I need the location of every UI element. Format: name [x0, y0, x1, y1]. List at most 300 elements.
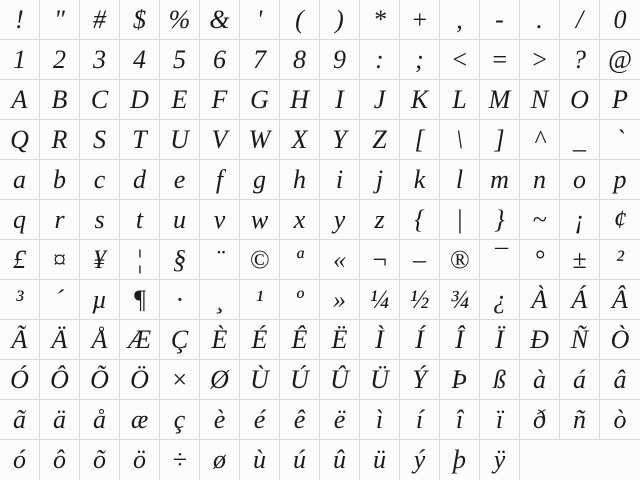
glyph: ô [53, 445, 66, 474]
char-cell[interactable] [520, 360, 560, 400]
glyph: 2 [53, 44, 66, 74]
char-cell[interactable] [520, 320, 560, 360]
char-cell[interactable] [80, 160, 120, 200]
char-cell[interactable] [480, 240, 520, 280]
char-cell[interactable] [240, 80, 280, 120]
char-cell[interactable] [160, 280, 200, 320]
char-cell[interactable] [0, 280, 40, 320]
char-cell[interactable] [560, 200, 600, 240]
glyph: ` [615, 124, 625, 154]
char-cell[interactable] [160, 80, 200, 120]
glyph: ° [534, 244, 545, 274]
glyph: v [213, 204, 226, 234]
glyph: i [335, 164, 344, 194]
char-cell[interactable] [240, 0, 280, 40]
glyph: Ô [50, 364, 69, 394]
glyph: A [11, 84, 28, 114]
char-cell[interactable] [320, 0, 360, 40]
char-cell[interactable] [240, 320, 280, 360]
char-cell[interactable] [320, 360, 360, 400]
char-cell[interactable] [280, 280, 320, 320]
char-cell[interactable] [240, 440, 280, 480]
glyph: ? [573, 44, 586, 74]
char-cell[interactable] [200, 40, 240, 80]
char-cell[interactable] [360, 160, 400, 200]
char-cell[interactable] [240, 280, 280, 320]
glyph: í [415, 404, 424, 434]
glyph: ½ [409, 284, 430, 314]
glyph: ë [333, 404, 346, 434]
char-cell[interactable] [280, 40, 320, 80]
glyph: G [250, 84, 269, 114]
glyph: ù [253, 445, 266, 474]
char-cell[interactable] [280, 0, 320, 40]
char-cell[interactable] [360, 0, 400, 40]
char-cell[interactable] [160, 0, 200, 40]
char-cell[interactable] [520, 40, 560, 80]
char-cell[interactable] [320, 40, 360, 80]
char-cell[interactable] [400, 160, 440, 200]
char-cell[interactable] [120, 80, 160, 120]
char-cell[interactable] [480, 40, 520, 80]
char-cell[interactable] [320, 160, 360, 200]
char-cell[interactable] [600, 0, 640, 40]
char-cell[interactable] [480, 400, 520, 440]
char-cell[interactable] [520, 200, 560, 240]
char-cell[interactable] [200, 240, 240, 280]
char-cell[interactable] [200, 160, 240, 200]
char-cell[interactable] [240, 200, 280, 240]
grid-row [0, 120, 640, 160]
char-cell[interactable] [200, 0, 240, 40]
char-cell[interactable] [80, 320, 120, 360]
char-cell[interactable] [600, 80, 640, 120]
glyph: ( [295, 4, 304, 34]
char-cell[interactable] [120, 280, 160, 320]
char-cell[interactable] [40, 160, 80, 200]
char-cell[interactable] [0, 360, 40, 400]
char-cell[interactable] [320, 320, 360, 360]
glyph: â [613, 364, 627, 394]
glyph: À [531, 284, 548, 314]
glyph: ¥ [93, 244, 106, 274]
char-cell[interactable] [360, 440, 400, 480]
glyph: ú [293, 445, 306, 474]
char-cell[interactable] [480, 360, 520, 400]
glyph: ± [572, 244, 587, 274]
char-cell[interactable] [120, 120, 160, 160]
char-cell[interactable] [240, 160, 280, 200]
char-cell[interactable] [240, 240, 280, 280]
char-cell[interactable] [560, 0, 600, 40]
glyph: T [132, 124, 147, 154]
glyph: Õ [90, 364, 109, 394]
char-cell[interactable] [400, 0, 440, 40]
char-cell[interactable] [80, 200, 120, 240]
char-cell[interactable] [40, 40, 80, 80]
glyph: ó [13, 445, 26, 474]
glyph: H [290, 84, 309, 114]
char-cell[interactable] [360, 400, 400, 440]
char-cell[interactable] [320, 280, 360, 320]
glyph: ~ [532, 204, 547, 234]
glyph: ) [335, 4, 344, 34]
glyph: Z [372, 124, 387, 154]
glyph: > [530, 44, 549, 74]
char-cell[interactable] [80, 400, 120, 440]
char-cell[interactable] [0, 80, 40, 120]
glyph: ü [373, 445, 386, 474]
char-cell[interactable] [160, 120, 200, 160]
char-cell[interactable] [600, 200, 640, 240]
char-cell[interactable] [120, 320, 160, 360]
glyph: I [335, 84, 344, 114]
glyph: ¡ [574, 204, 585, 234]
char-cell[interactable] [520, 400, 560, 440]
glyph: O [570, 84, 589, 114]
glyph: ¼ [369, 284, 390, 314]
glyph: ò [613, 404, 627, 434]
glyph: r [54, 204, 65, 234]
char-cell[interactable] [320, 80, 360, 120]
char-cell[interactable] [280, 400, 320, 440]
char-cell[interactable] [0, 440, 40, 480]
glyph: " [54, 4, 65, 34]
char-cell[interactable] [40, 400, 80, 440]
char-cell[interactable] [80, 120, 120, 160]
char-cell[interactable] [0, 40, 40, 80]
char-cell[interactable] [40, 80, 80, 120]
char-cell[interactable] [440, 360, 480, 400]
char-cell[interactable] [560, 40, 600, 80]
glyph: ê [293, 404, 306, 434]
glyph: C [90, 84, 109, 114]
char-cell[interactable] [480, 0, 520, 40]
char-cell[interactable] [400, 440, 440, 480]
glyph: § [173, 244, 186, 274]
char-cell[interactable] [400, 80, 440, 120]
char-cell[interactable] [440, 40, 480, 80]
char-cell[interactable] [40, 200, 80, 240]
char-cell[interactable] [0, 320, 40, 360]
glyph: 9 [333, 44, 346, 74]
char-cell[interactable] [200, 400, 240, 440]
glyph: ö [133, 445, 146, 474]
glyph: u [173, 204, 186, 234]
char-cell[interactable] [0, 120, 40, 160]
glyph: ã [13, 404, 26, 434]
char-cell[interactable] [120, 440, 160, 480]
char-cell[interactable] [600, 120, 640, 160]
glyph: p [613, 164, 627, 194]
glyph: Ê [291, 324, 308, 354]
glyph: @ [608, 44, 632, 74]
char-cell[interactable] [480, 120, 520, 160]
char-cell[interactable] [80, 40, 120, 80]
char-cell[interactable] [40, 440, 80, 480]
glyph: s [94, 204, 105, 234]
char-cell[interactable] [40, 240, 80, 280]
char-cell[interactable] [240, 120, 280, 160]
char-cell[interactable] [440, 320, 480, 360]
char-cell[interactable] [520, 120, 560, 160]
char-cell[interactable] [440, 240, 480, 280]
char-cell[interactable] [280, 160, 320, 200]
glyph: Ñ [570, 324, 589, 354]
char-cell[interactable] [280, 120, 320, 160]
char-cell[interactable] [600, 320, 640, 360]
glyph: E [171, 84, 188, 114]
glyph: \ [455, 124, 464, 154]
char-cell[interactable] [520, 80, 560, 120]
char-cell[interactable] [440, 200, 480, 240]
glyph: ´ [55, 284, 64, 314]
char-cell[interactable] [480, 80, 520, 120]
char-cell[interactable] [520, 160, 560, 200]
grid-row [0, 440, 640, 480]
glyph: 7 [253, 44, 266, 74]
char-cell[interactable] [440, 160, 480, 200]
char-cell[interactable] [480, 440, 520, 480]
char-cell[interactable] [560, 120, 600, 160]
glyph: . [536, 4, 543, 34]
char-cell[interactable] [80, 280, 120, 320]
char-cell[interactable] [40, 280, 80, 320]
char-cell[interactable] [400, 400, 440, 440]
char-cell[interactable] [320, 120, 360, 160]
char-cell[interactable] [480, 320, 520, 360]
char-cell[interactable] [400, 40, 440, 80]
char-cell[interactable] [120, 160, 160, 200]
glyph: * [373, 4, 386, 34]
char-cell[interactable] [40, 120, 80, 160]
char-cell[interactable] [280, 320, 320, 360]
char-cell[interactable] [360, 120, 400, 160]
char-cell[interactable] [400, 120, 440, 160]
glyph: ï [495, 404, 504, 434]
char-cell[interactable] [80, 240, 120, 280]
char-cell[interactable] [560, 400, 600, 440]
char-cell[interactable] [440, 280, 480, 320]
char-cell[interactable] [240, 40, 280, 80]
glyph: Ü [370, 364, 389, 394]
grid-row [0, 40, 640, 80]
glyph: Û [330, 364, 349, 394]
glyph: 8 [293, 44, 306, 74]
char-cell[interactable] [600, 240, 640, 280]
char-cell[interactable] [200, 200, 240, 240]
glyph: î [455, 404, 464, 434]
glyph: m [490, 164, 509, 194]
char-cell[interactable] [320, 440, 360, 480]
glyph: | [455, 204, 464, 234]
char-cell[interactable] [80, 440, 120, 480]
char-cell[interactable] [440, 400, 480, 440]
char-cell[interactable] [200, 320, 240, 360]
glyph: ý [413, 445, 426, 474]
glyph: f [215, 164, 224, 194]
char-cell[interactable] [400, 200, 440, 240]
char-cell[interactable] [160, 400, 200, 440]
char-cell[interactable] [480, 280, 520, 320]
char-cell[interactable] [200, 120, 240, 160]
glyph: × [170, 364, 189, 394]
char-cell[interactable] [520, 0, 560, 40]
grid-row [0, 280, 640, 320]
glyph: æ [130, 404, 149, 434]
char-cell[interactable] [560, 360, 600, 400]
glyph: b [53, 164, 66, 194]
char-cell[interactable] [520, 240, 560, 280]
char-cell[interactable] [400, 320, 440, 360]
char-cell[interactable] [80, 80, 120, 120]
char-cell[interactable] [280, 80, 320, 120]
glyph: D [130, 84, 149, 114]
glyph: ¾ [449, 284, 470, 314]
char-cell[interactable] [120, 40, 160, 80]
glyph: w [250, 204, 269, 234]
glyph: % [168, 4, 191, 34]
glyph: Å [91, 324, 108, 354]
char-cell[interactable] [280, 240, 320, 280]
char-cell[interactable] [280, 360, 320, 400]
glyph: Ø [210, 364, 229, 394]
char-cell[interactable] [440, 80, 480, 120]
char-cell[interactable] [320, 400, 360, 440]
char-cell[interactable] [360, 320, 400, 360]
glyph: < [450, 44, 469, 74]
glyph: ¹ [255, 284, 264, 314]
char-cell[interactable] [160, 240, 200, 280]
char-cell[interactable] [0, 400, 40, 440]
glyph: Æ [127, 324, 152, 354]
glyph: Ò [610, 324, 630, 354]
glyph: Q [10, 124, 29, 154]
char-cell[interactable] [400, 360, 440, 400]
char-cell[interactable] [120, 400, 160, 440]
char-cell[interactable] [240, 400, 280, 440]
char-cell[interactable] [280, 200, 320, 240]
glyph: é [253, 404, 266, 434]
char-cell[interactable] [240, 360, 280, 400]
char-cell[interactable] [160, 440, 200, 480]
glyph: è [213, 404, 226, 434]
glyph: – [413, 244, 426, 274]
glyph: U [170, 124, 189, 154]
grid-row [0, 200, 640, 240]
char-cell[interactable] [440, 0, 480, 40]
glyph: Î [455, 324, 464, 354]
glyph: g [253, 164, 266, 194]
char-cell[interactable] [360, 280, 400, 320]
grid-row [0, 0, 640, 40]
char-cell[interactable] [360, 80, 400, 120]
char-cell[interactable] [600, 360, 640, 400]
char-cell[interactable] [560, 160, 600, 200]
glyph: ® [449, 244, 470, 274]
char-cell[interactable] [120, 240, 160, 280]
glyph: Ì [375, 324, 384, 354]
char-cell[interactable] [560, 80, 600, 120]
char-cell[interactable] [160, 160, 200, 200]
glyph: ¦ [135, 244, 144, 274]
glyph: F [211, 84, 228, 114]
char-cell[interactable] [200, 280, 240, 320]
char-cell[interactable] [280, 440, 320, 480]
char-cell[interactable] [40, 360, 80, 400]
glyph: µ [92, 284, 107, 314]
char-cell[interactable] [560, 280, 600, 320]
char-cell[interactable] [360, 200, 400, 240]
char-cell[interactable] [160, 320, 200, 360]
char-cell[interactable] [0, 200, 40, 240]
char-cell[interactable] [600, 160, 640, 200]
char-cell[interactable] [360, 40, 400, 80]
char-cell[interactable] [200, 360, 240, 400]
char-cell[interactable] [560, 240, 600, 280]
glyph: Ý [412, 364, 427, 394]
char-cell[interactable] [320, 240, 360, 280]
glyph: ¨ [215, 244, 224, 274]
char-cell[interactable] [0, 160, 40, 200]
char-cell[interactable] [360, 360, 400, 400]
char-cell[interactable] [200, 440, 240, 480]
char-cell[interactable] [0, 240, 40, 280]
empty-cell [560, 440, 600, 480]
char-cell[interactable] [440, 440, 480, 480]
char-cell[interactable] [360, 240, 400, 280]
char-cell[interactable] [400, 280, 440, 320]
glyph: ] [494, 124, 505, 154]
glyph: ì [375, 404, 384, 434]
char-cell[interactable] [80, 0, 120, 40]
char-cell[interactable] [160, 360, 200, 400]
char-cell[interactable] [520, 280, 560, 320]
char-cell[interactable] [80, 360, 120, 400]
glyph: n [533, 164, 546, 194]
char-cell[interactable] [560, 320, 600, 360]
char-cell[interactable] [0, 0, 40, 40]
char-cell[interactable] [160, 200, 200, 240]
char-cell[interactable] [120, 360, 160, 400]
char-cell[interactable] [120, 0, 160, 40]
char-cell[interactable] [600, 400, 640, 440]
char-cell[interactable] [40, 0, 80, 40]
char-cell[interactable] [600, 40, 640, 80]
glyph: ¬ [370, 244, 389, 274]
char-cell[interactable] [440, 120, 480, 160]
char-cell[interactable] [320, 200, 360, 240]
glyph: á [573, 364, 586, 394]
glyph: J [373, 84, 386, 114]
char-cell[interactable] [400, 240, 440, 280]
char-cell[interactable] [600, 280, 640, 320]
glyph: ; [415, 44, 424, 74]
char-cell[interactable] [120, 200, 160, 240]
grid-row [0, 160, 640, 200]
glyph: R [51, 124, 68, 154]
char-cell[interactable] [480, 160, 520, 200]
glyph: q [13, 204, 26, 234]
char-cell[interactable] [40, 320, 80, 360]
glyph: Á [571, 284, 588, 314]
char-cell[interactable] [480, 200, 520, 240]
glyph: M [488, 84, 511, 114]
glyph: ¶ [132, 284, 147, 314]
glyph: å [93, 404, 106, 434]
char-cell[interactable] [160, 40, 200, 80]
char-cell[interactable] [200, 80, 240, 120]
